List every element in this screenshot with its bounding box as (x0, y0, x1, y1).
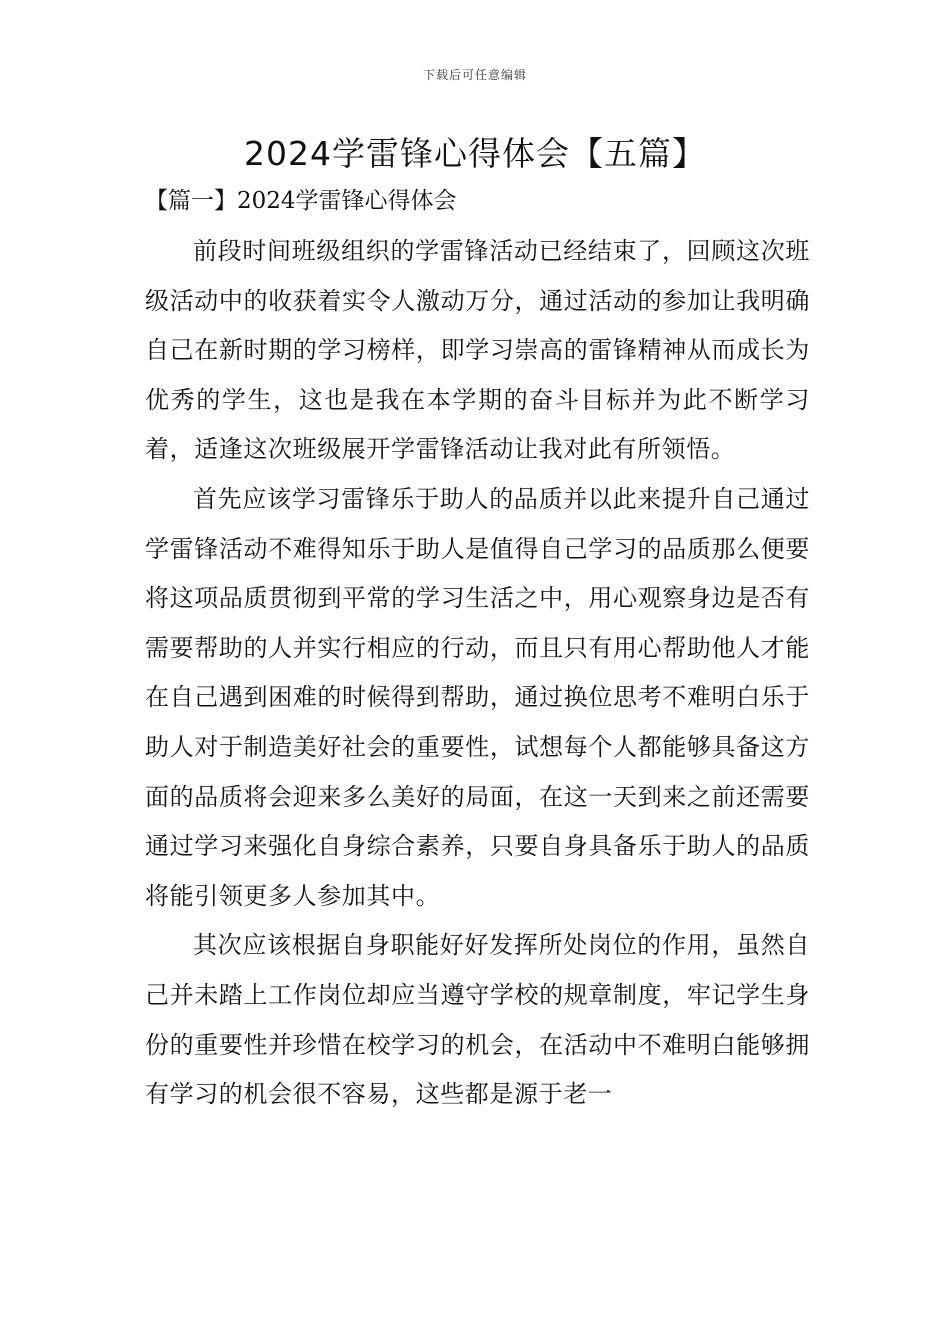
document-title: 2024学雷锋心得体会【五篇】 (244, 134, 706, 173)
section-heading: 【篇一】2024学雷锋心得体会 (145, 188, 457, 214)
paragraph-1: 前段时间班级组织的学雷锋活动已经结束了，回顾这次班级活动中的收获着实令人激动万分，通过活动的参加让我明确自己在新时期的学习榜样，即学习崇高的雷锋精神从而成长为优秀的学生，这也是我在本学期的奋斗目标并为此不断学习着，适逢这次班级展开学雷锋活动让我对此有所领悟。 (145, 237, 810, 464)
paragraph-2: 首先应该学习雷锋乐于助人的品质并以此来提升自己通过学雷锋活动不难得知乐于助人是值得自己学习的品质那么便要将这项品质贯彻到平常的学习生活之中，用心观察身边是否有需要帮助的人并实行相应的行动，而且只有用心帮助他人才能在自己遇到困难的时候得到帮助，通过换位思考不难明白乐于助人对于制造美好社会的重要性，试想每个人都能够具备这方面的品质将会迎来多么美好的局面，在这一天到来之前还需要通过学习来强化自身综合素养，只要自身具备乐于助人的品质将能引领更多人参加其中。 (145, 484, 810, 910)
body-text (145, 227, 810, 1120)
page-header-note: 下载后可任意编辑 (422, 68, 527, 82)
paragraph-3: 其次应该根据自身职能好好发挥所处岗位的作用，虽然自己并未踏上工作岗位却应当遵守学校的规章制度，牢记学生身份的重要性并珍惜在校学习的机会，在活动中不难明白能够拥有学习的机会很不容易，这些都是源于老一 (145, 931, 810, 1109)
